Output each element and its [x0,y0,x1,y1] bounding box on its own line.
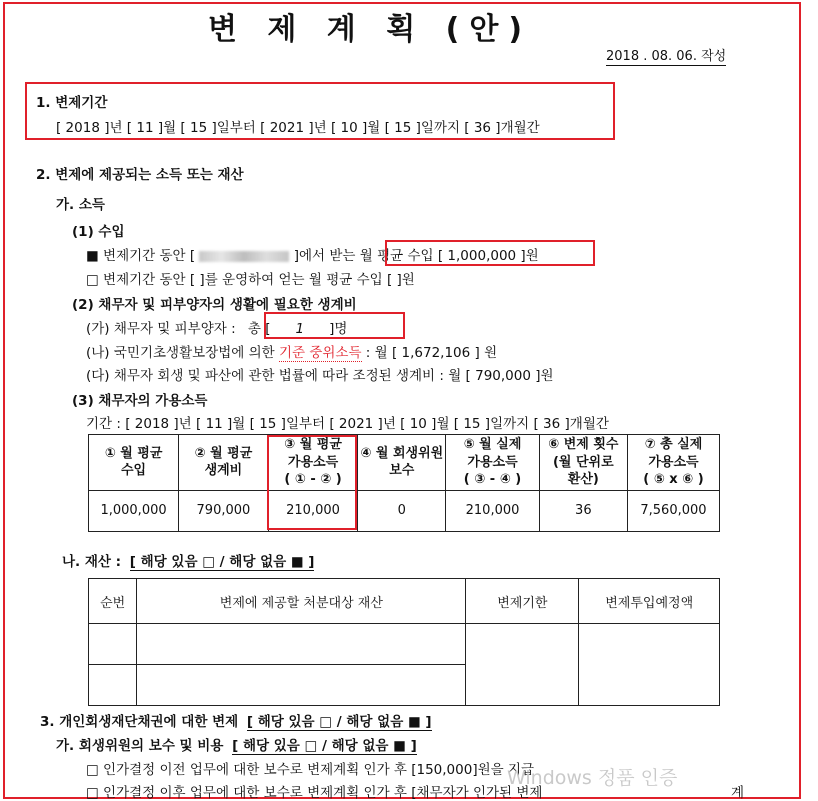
revenue-heading: (1) 수입 [72,224,125,240]
disposable-income-table [88,434,720,532]
value-cell-2: 790,000 [179,490,269,531]
repayment-period: [ 2018 ]년 [ 11 ]월 [ 15 ]일부터 [ 2021 ]년 [ 10 ]월 [ 15 ]일까지 [ 36 ]개월간 [56,120,540,136]
trustee-fee-item-2: □ 인가결정 이후 업무에 대한 보수로 변제계획 인가 후 [채무자가 인가된 변제 [86,785,543,801]
redacted-employer [199,251,289,262]
income-line-1-middle: ]에서 받는 [293,248,356,264]
dependents-highlight-box [264,312,405,339]
property-line [62,550,314,570]
income-line-2: □ 변제기간 동안 [ ]를 운영하여 얻는 월 평균 수입 [ ]원 [86,272,415,288]
trustee-fee-item-2-tail: 계 [731,785,745,801]
property-cell [137,624,466,665]
property-header-row [89,579,720,624]
document-title: 변 제 계 획 (안) [207,12,533,47]
property-cell [137,665,466,706]
property-cell [579,624,720,706]
trustee-fee-status: [ 해당 있음 □ / 해당 없음 ■ ] [232,738,417,754]
property-header-deadline: 변제기한 [466,579,579,624]
dependents-label: (가) 채무자 및 피부양자 : [86,321,236,337]
disposable-income-heading: (3) 채무자의 가용소득 [72,393,208,409]
header-cell-5: ⑤ 월 실제 가용소득 ( ③ - ④ ) [446,435,539,491]
header-cell-6: ⑥ 변제 횟수 (월 단위로 환산) [539,435,627,491]
property-header-amount: 변제투입예정액 [579,579,720,624]
trustee-fee-label: 가. 회생위원의 보수 및 비용 [56,738,224,754]
trustee-fee-item-1: □ 인가결정 이전 업무에 대한 보수로 변제계획 인가 후 [150,000]원을 지급 [86,762,535,778]
dependents-count-suffix: ]명 [329,321,348,337]
header-cell-7: ⑦ 총 실제 가용소득 ( ⑤ x ⑥ ) [627,435,719,491]
disposable-income-highlight-box [267,435,357,530]
monthly-income-highlight-box [385,240,595,266]
trustee-fee-line [56,734,417,754]
header-cell-4: ④ 월 회생위원 보수 [358,435,446,491]
dependents-count-prefix: 총 [ [247,321,271,337]
property-cell [89,665,137,706]
value-cell-4: 0 [358,490,446,531]
table-row [89,624,720,665]
section3-line [40,710,432,730]
living-cost-heading: (2) 채무자 및 피부양자의 생활에 필요한 생계비 [72,297,357,313]
property-cell [466,624,579,706]
property-label: 나. 재산 : [62,554,122,570]
adjusted-living-cost: (다) 채무자 회생 및 파산에 관한 법률에 따라 조정된 생계비 : 월 [ 790,000 ]원 [86,368,554,384]
dependents-count: 1 [295,321,305,337]
value-cell-3: 210,000 [268,490,358,531]
section1-heading: 1. 변제기간 [36,95,108,111]
median-income-label: (나) 국민기초생활보장법에 의한 [86,345,275,361]
property-table [88,578,720,706]
section3-heading: 3. 개인회생재단채권에 대한 변제 [40,714,239,730]
income-line-1-prefix: ■ 변제기간 동안 [ [86,248,196,264]
median-income-line [86,341,497,361]
value-cell-5: 210,000 [446,490,539,531]
windows-activation-watermark: Windows 정품 인증 [507,767,678,789]
median-income-value: : 월 [ 1,672,106 ] 원 [365,345,498,361]
table-row [89,490,720,531]
median-income-term: 기준 중위소득 [278,345,362,361]
header-cell-2: ② 월 평균 생계비 [179,435,269,491]
property-cell [89,624,137,665]
table-header-row [89,435,720,491]
property-status: [ 해당 있음 □ / 해당 없음 ■ ] [129,554,315,570]
value-cell-1: 1,000,000 [89,490,179,531]
header-cell-3: ③ 월 평균 가용소득 ( ① - ② ) [268,435,358,491]
value-cell-6: 36 [539,490,627,531]
monthly-income: 월 평균 수입 [ 1,000,000 ]원 [359,248,539,264]
section3-status: [ 해당 있음 □ / 해당 없음 ■ ] [246,714,432,730]
value-cell-7: 7,560,000 [627,490,719,531]
income-heading: 가. 소득 [56,197,105,213]
disposable-period: 기간 : [ 2018 ]년 [ 11 ]월 [ 15 ]일부터 [ 2021 ]년 [ 10 ]월 [ 15 ]일까지 [ 36 ]개월간 [86,416,609,432]
property-header-asset: 변제에 제공할 처분대상 재산 [137,579,466,624]
property-header-no: 순번 [89,579,137,624]
created-date: 2018 . 08. 06. 작성 [606,45,726,66]
header-cell-1: ① 월 평균 수입 [89,435,179,491]
section2-heading: 2. 변제에 제공되는 소득 또는 재산 [36,167,244,183]
